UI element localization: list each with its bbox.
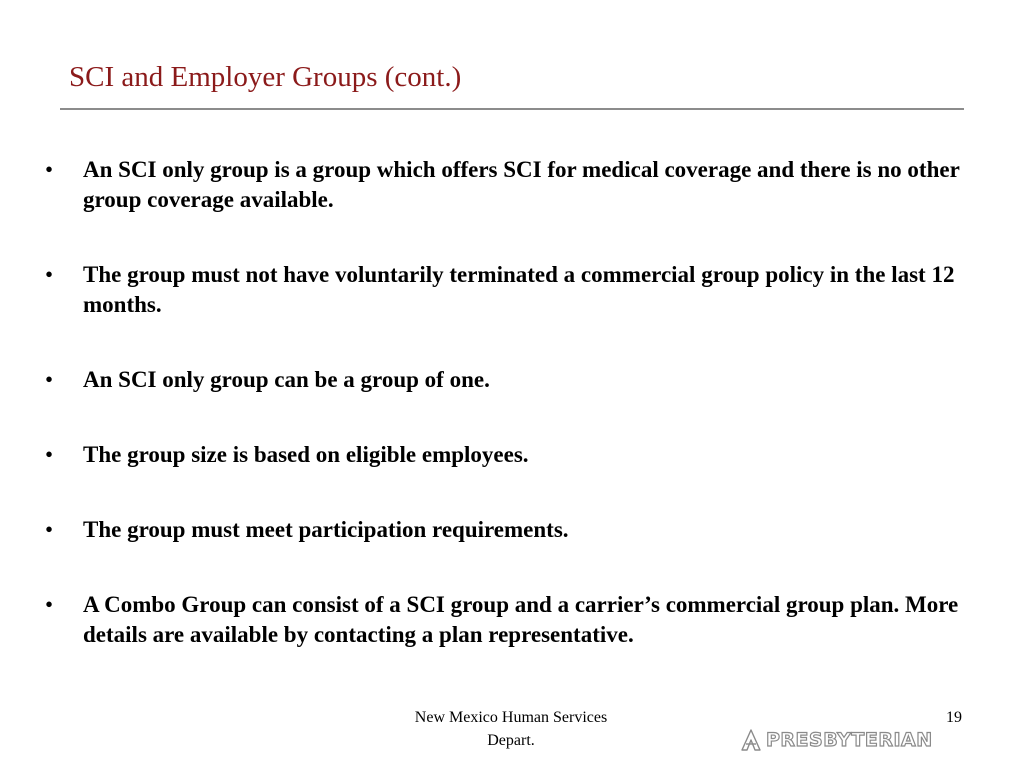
footer-organization-line2: Depart. <box>487 732 535 749</box>
logo-wordmark: PRESBYTERIAN <box>766 729 933 751</box>
bullet-marker: • <box>45 262 54 287</box>
bullet-marker: • <box>45 592 54 617</box>
bullet-item <box>45 365 995 395</box>
bullet-list <box>45 155 995 695</box>
bullet-marker: • <box>45 517 54 542</box>
bullet-marker: • <box>45 442 54 467</box>
title-divider <box>60 108 964 110</box>
bullet-text: An SCI only group can be a group of one. <box>83 367 490 392</box>
presbyterian-logo <box>740 726 933 754</box>
bullet-item <box>45 155 995 215</box>
bullet-item <box>45 590 995 650</box>
presbyterian-logo-icon <box>740 728 762 752</box>
bullet-text: The group must not have voluntarily terminated a commercial group policy in the last 12 months. <box>83 262 955 317</box>
bullet-item <box>45 260 995 320</box>
bullet-item <box>45 515 995 545</box>
slide-title: SCI and Employer Groups (cont.) <box>69 61 462 93</box>
page-number: 19 <box>946 709 962 726</box>
bullet-marker: • <box>45 367 54 392</box>
footer-organization <box>380 706 642 752</box>
bullet-text: The group size is based on eligible employees. <box>83 442 529 467</box>
bullet-text: An SCI only group is a group which offers SCI for medical coverage and there is no other group coverage available. <box>83 157 960 212</box>
footer-organization-line1: New Mexico Human Services <box>414 709 608 726</box>
bullet-item <box>45 440 995 470</box>
bullet-text: A Combo Group can consist of a SCI group and a carrier’s commercial group plan. More details are available by contacting a plan representative. <box>83 592 959 647</box>
bullet-marker: • <box>45 157 54 182</box>
bullet-text: The group must meet participation requirements. <box>83 517 569 542</box>
